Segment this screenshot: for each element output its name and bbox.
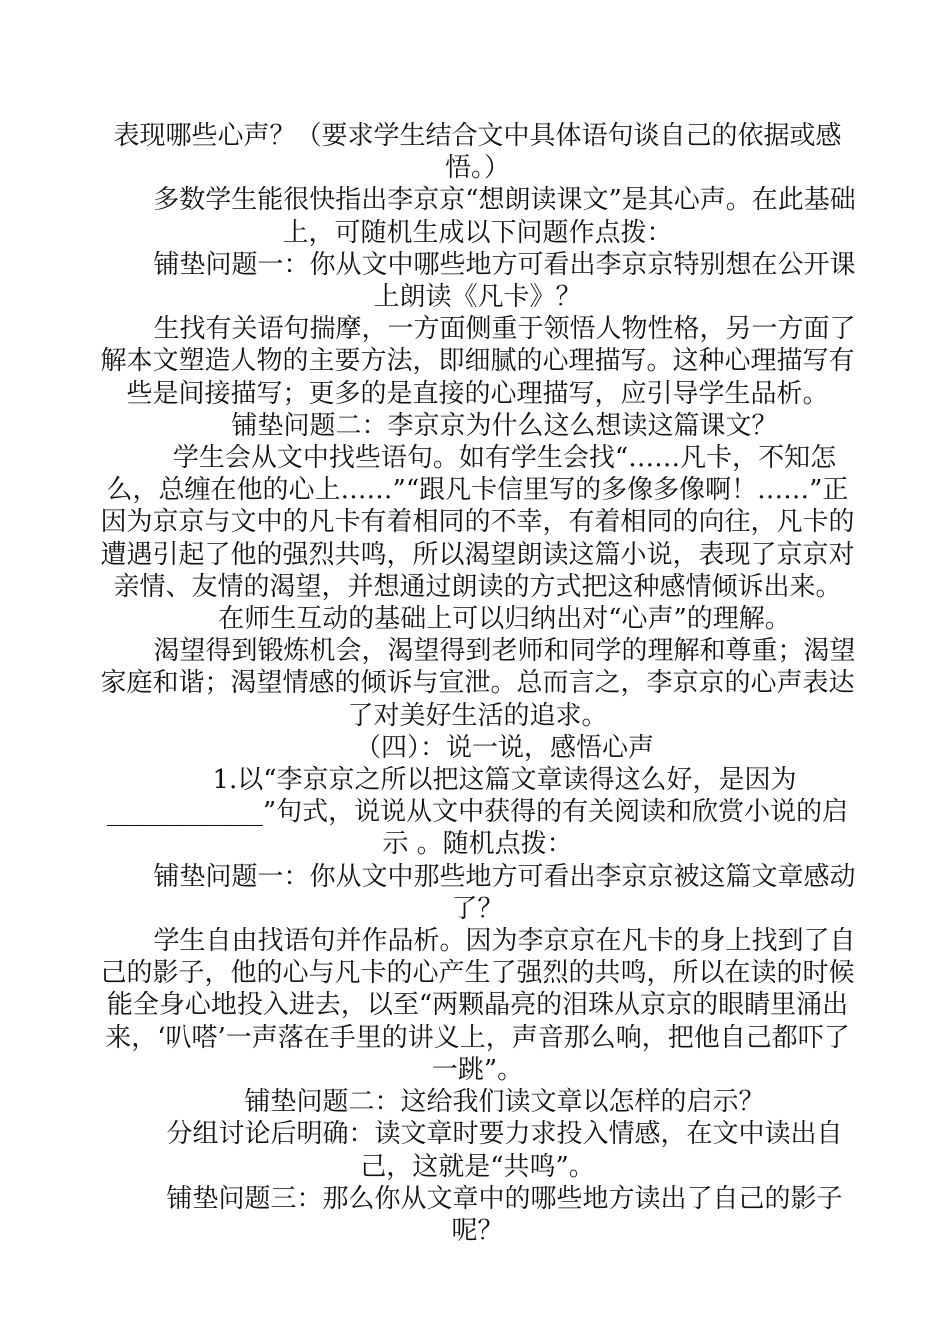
paragraph: 在师生互动的基础上可以归纳出对“心声”的理解。 bbox=[218, 604, 791, 635]
paragraph: 铺垫问题三：那么你从文章中的哪些地方读出了自己的影子呢？ bbox=[166, 1183, 843, 1246]
paragraph: 学生自由找语句并作品析。因为李京京在凡卡的身上找到了自己的影子，他的心与凡卡的心产生了强烈的共鸣，所以在读的时候能全身心地投入进去，以至“两颗晶亮的泪珠从京京的眼睛里涌出来，‘叭嗒’一声落在手里的讲义上，声音那么响，把他自己都吓了一跳”。 bbox=[100, 926, 856, 1085]
paragraph: 铺垫问题二：这给我们读文章以怎样的启示？ bbox=[244, 1087, 765, 1118]
paragraph: 1.以“李京京之所以把这篇文章读得这么好，是因为____________”句式，说说从文中获得的有关阅读和欣赏小说的启示 。随机点拨： bbox=[106, 765, 849, 860]
paragraph: 学生会从文中找些语句。如有学生会找“……凡卡，不知怎么，总缠在他的心上……”“跟凡卡信里写的多像多像啊！……”正因为京京与文中的凡卡有着相同的不幸，有着相同的向往，凡卡的遭遇引起了他的强烈共鸣，所以渴望朗读这篇小说，表现了京京对亲情、友情的渴望，并想通过朗读的方式把这种感情倾诉出来。 bbox=[100, 443, 855, 602]
paragraph: 多数学生能很快指出李京京“想朗读课文”是其心声。在此基础上，可随机生成以下问题作点拨： bbox=[153, 185, 856, 248]
paragraph: 铺垫问题一：你从文中那些地方可看出李京京被这篇文章感动了？ bbox=[153, 861, 856, 924]
paragraph: 铺垫问题一：你从文中哪些地方可看出李京京特别想在公开课上朗读《凡卡》？ bbox=[153, 249, 856, 313]
paragraph: 分组讨论后明确：读文章时要力求投入情感，在文中读出自己，这就是“共鸣”。 bbox=[166, 1119, 843, 1182]
paragraph: 铺垫问题二：李京京为什么这么想读这篇课文？ bbox=[231, 410, 778, 441]
paragraph: 生找有关语句揣摩，一方面侧重于领悟人物性格，另一方面了解本文塑造人物的主要方法，即细腻的心理描写。这种心理描写有些是间接描写；更多的是直接的心理描写，应引导学生品析。 bbox=[100, 314, 856, 409]
paragraph: 表现哪些心声？（要求学生结合文中具体语句谈自己的依据或感悟。） bbox=[113, 121, 842, 184]
document-page bbox=[95, 120, 860, 1247]
section-heading: （四）：说一说，感悟心声 bbox=[354, 732, 654, 763]
paragraph: 渴望得到锻炼机会，渴望得到老师和同学的理解和尊重；渴望家庭和谐；渴望情感的倾诉与宣泄。总而言之，李京京的心声表达了对美好生活的追求。 bbox=[100, 636, 856, 731]
